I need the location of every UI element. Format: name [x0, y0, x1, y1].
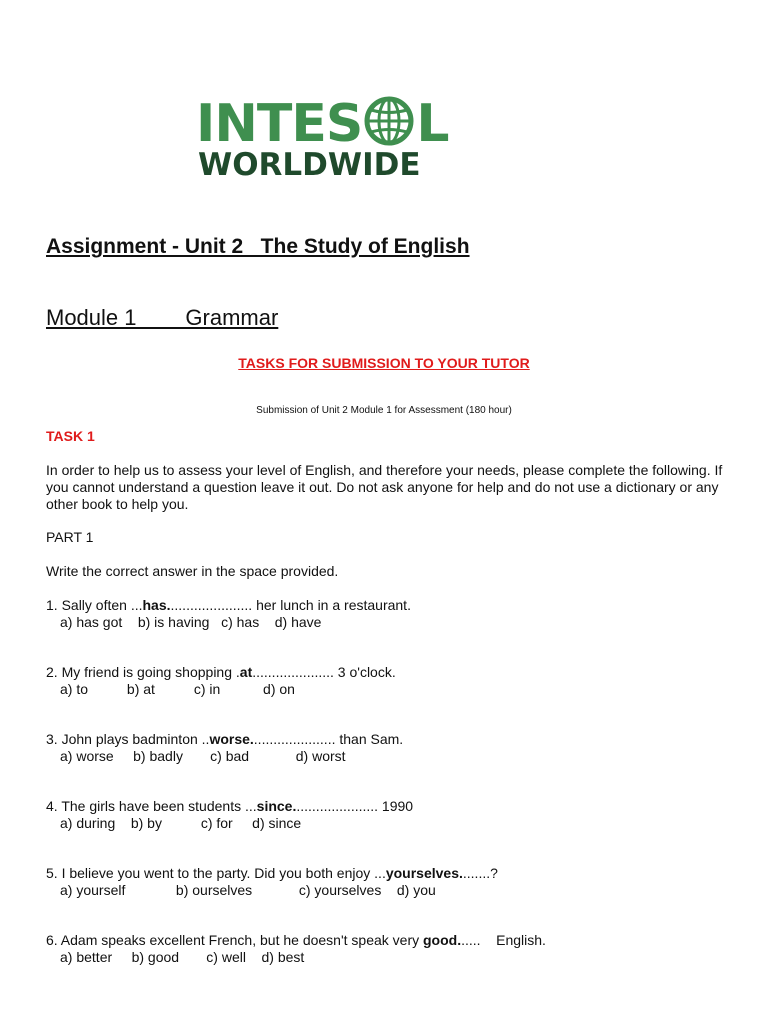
question-text: 4. The girls have been students ... — [46, 798, 257, 814]
logo-text-left: INTES — [196, 94, 363, 154]
question-text: 5. I believe you went to the party. Did you both enjoy ... — [46, 865, 386, 881]
task-label: TASK 1 — [46, 428, 95, 444]
question-text: ..... English. — [461, 932, 546, 948]
tasks-heading: TASKS FOR SUBMISSION TO YOUR TUTOR — [238, 355, 530, 371]
answer-text: good. — [423, 932, 462, 948]
answer-text: has. — [142, 597, 171, 613]
question-2 — [46, 664, 396, 698]
intro-paragraph: In order to help us to assess your level of English, and therefore your needs, please complete the following. If you cannot understand a question leave it out. Do not ask anyone for help and do not use a dictionary or any other book to help you. — [46, 462, 723, 512]
answer-options: a) worse b) badly c) bad d) worst — [60, 748, 346, 764]
question-4 — [46, 798, 413, 832]
logo-wordmark-bottom: WORLDWIDE — [198, 147, 421, 183]
question-text: 3. John plays badminton .. — [46, 731, 210, 747]
module-heading: Module 1 Grammar — [46, 305, 279, 330]
submission-note: Submission of Unit 2 Module 1 for Assessment (180 hour) — [256, 405, 512, 416]
logo-wordmark-top — [196, 94, 448, 154]
answer-options: a) has got b) is having c) has d) have — [60, 614, 322, 630]
answer-text: since. — [256, 798, 297, 814]
question-text: ..................... than Sam. — [253, 731, 404, 747]
assignment-title: Assignment - Unit 2 The Study of English — [46, 235, 470, 258]
question-1 — [46, 597, 411, 631]
answer-options: a) yourself b) ourselves c) yourselves d) you — [60, 882, 436, 898]
globe-icon — [363, 95, 415, 147]
part-label: PART 1 — [46, 529, 94, 545]
question-text: 1. Sally often ... — [46, 597, 143, 613]
instruction-text: Write the correct answer in the space provided. — [46, 563, 339, 579]
answer-text: at — [239, 664, 253, 680]
question-text: .......? — [462, 865, 498, 881]
intesol-logo — [196, 94, 449, 186]
answer-text: worse. — [209, 731, 254, 747]
question-text: ..................... 3 o'clock. — [252, 664, 396, 680]
question-text: 2. My friend is going shopping . — [46, 664, 240, 680]
logo-text-right: L — [416, 94, 449, 154]
answer-options: a) better b) good c) well d) best — [60, 949, 305, 965]
answer-text: yourselves. — [385, 865, 463, 881]
question-text: 6. Adam speaks excellent French, but he doesn't speak very — [46, 932, 423, 948]
question-text: ..................... 1990 — [296, 798, 414, 814]
question-6 — [46, 932, 546, 966]
answer-options: a) during b) by c) for d) since — [60, 815, 302, 831]
question-5 — [46, 865, 498, 899]
question-3 — [46, 731, 403, 765]
answer-options: a) to b) at c) in d) on — [60, 681, 295, 697]
question-text: ..................... her lunch in a restaurant. — [170, 597, 411, 613]
